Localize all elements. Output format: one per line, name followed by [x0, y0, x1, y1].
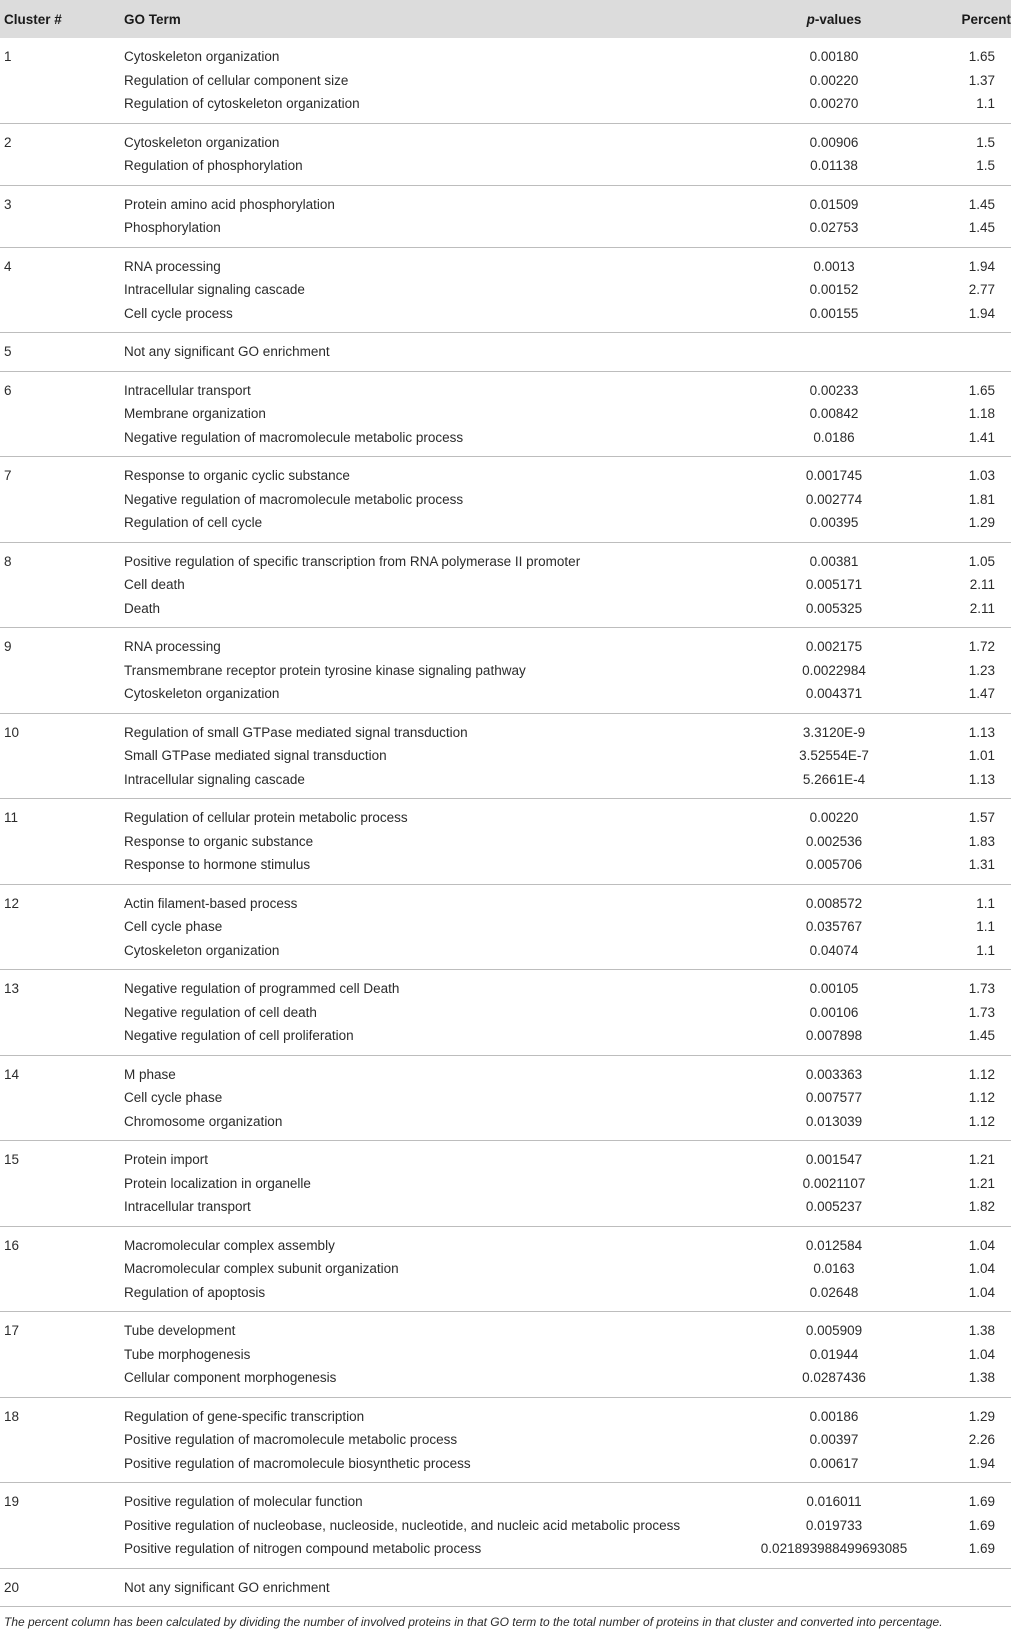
percent-cell: 1.04 [968, 1237, 995, 1253]
pvalue-cell: 0.005171 [805, 577, 863, 593]
cluster-group [0, 38, 1011, 123]
cluster-number-cell: 5 [4, 344, 12, 360]
cluster-number-cell [0, 915, 118, 939]
table-row [0, 799, 1011, 830]
pvalue-cell: 0.019733 [805, 1517, 863, 1533]
cluster-number-cell [0, 402, 118, 426]
percent-cell: 2.26 [968, 1432, 995, 1448]
go-term-cell: Protein localization in organelle [124, 1175, 311, 1191]
go-term-cell: Cell death [124, 577, 185, 593]
go-term-cell: Protein import [124, 1152, 209, 1168]
header-go-term: GO Term [118, 0, 744, 38]
percent-cell: 1.12 [968, 1113, 995, 1129]
pvalue-cell: 0.00220 [809, 810, 859, 826]
pvalue-cell: 0.01138 [810, 158, 858, 174]
percent-cell: 1.21 [968, 1152, 995, 1168]
percent-cell: 1.12 [968, 1090, 995, 1106]
cluster-group [0, 884, 1011, 970]
table-row [0, 185, 1011, 216]
pvalue-cell: 0.0013 [813, 258, 855, 274]
go-term-cell: Macromolecular complex assembly [124, 1237, 335, 1253]
cluster-number-cell [0, 1343, 118, 1367]
cluster-number-cell: 9 [4, 639, 12, 655]
cluster-number-cell [0, 216, 118, 247]
table-row [0, 744, 1011, 768]
percent-cell: 1.69 [968, 1541, 995, 1557]
table-row [0, 659, 1011, 683]
pvalue-cell: 0.005909 [805, 1323, 863, 1339]
percent-cell: 1.05 [968, 553, 995, 569]
table-row [0, 1397, 1011, 1428]
pvalue-cell: 3.3120E-9 [802, 724, 866, 740]
cluster-number-cell: 12 [4, 895, 20, 911]
cluster-group [0, 713, 1011, 799]
cluster-number-cell [0, 1366, 118, 1397]
table-row [0, 333, 1011, 372]
go-term-cell: Intracellular transport [124, 1199, 251, 1215]
cluster-group [0, 1055, 1011, 1141]
go-term-cell: Positive regulation of macromolecule biosynthetic process [124, 1455, 471, 1471]
percent-cell: 1.45 [968, 1028, 995, 1044]
table-row [0, 1281, 1011, 1312]
cluster-number-cell [0, 830, 118, 854]
percent-cell: 1.65 [968, 382, 995, 398]
go-term-cell: Positive regulation of specific transcription from RNA polymerase II promoter [124, 553, 581, 569]
table-row [0, 216, 1011, 247]
pvalue-cell: 0.002175 [805, 639, 863, 655]
pvalue-cell: 0.01944 [809, 1346, 859, 1362]
percent-cell: 1.65 [968, 49, 995, 65]
cluster-number-cell: 3 [4, 196, 12, 212]
percent-cell: 2.77 [968, 282, 995, 298]
percent-cell: 1.45 [968, 220, 995, 236]
table-row [0, 402, 1011, 426]
percent-cell: 1.45 [968, 196, 995, 212]
table-row [0, 682, 1011, 713]
table-row [0, 247, 1011, 278]
cluster-number-cell [0, 426, 118, 457]
percent-cell: 1.5 [976, 158, 995, 174]
percent-cell: 1.69 [968, 1517, 995, 1533]
pvalue-cell: 0.02753 [809, 220, 859, 236]
go-term-cell: Regulation of apoptosis [124, 1284, 266, 1300]
pvalue-cell: 0.001547 [805, 1152, 863, 1168]
pvalue-cell: 3.52554E-7 [799, 748, 869, 764]
percent-cell: 1.29 [968, 515, 995, 531]
cluster-number-cell [0, 302, 118, 333]
percent-cell: 1.01 [968, 748, 995, 764]
percent-cell: 1.94 [968, 305, 995, 321]
go-term-cell: Membrane organization [124, 406, 266, 422]
header-pvalues-suffix: -values [814, 11, 862, 27]
pvalue-cell: 0.0186 [813, 429, 855, 445]
go-term-cell: Positive regulation of nucleobase, nucleoside, nucleotide, and nucleic acid metabolic process [124, 1517, 681, 1533]
table-row [0, 597, 1011, 628]
cluster-group [0, 1483, 1011, 1569]
pvalue-cell: 0.005325 [805, 600, 863, 616]
pvalue-cell: 0.002774 [805, 491, 863, 507]
go-term-cell: Death [124, 600, 161, 616]
go-term-cell: M phase [124, 1066, 176, 1082]
pvalue-cell: 0.00180 [809, 49, 859, 65]
cluster-number-cell [0, 659, 118, 683]
percent-cell: 1.1 [976, 919, 995, 935]
cluster-number-cell: 14 [4, 1066, 20, 1082]
pvalue-cell: 0.001745 [805, 468, 863, 484]
cluster-number-cell: 8 [4, 553, 12, 569]
go-term-cell: Cytoskeleton organization [124, 134, 280, 150]
cluster-number-cell [0, 573, 118, 597]
go-term-cell: Regulation of phosphorylation [124, 158, 303, 174]
cluster-number-cell [0, 1195, 118, 1226]
header-percent: Percent [924, 0, 1011, 38]
go-term-cell: Response to organic cyclic substance [124, 468, 350, 484]
cluster-number-cell [0, 1428, 118, 1452]
percent-cell: 1.72 [968, 639, 995, 655]
go-term-cell: Response to organic substance [124, 833, 314, 849]
cluster-group [0, 333, 1011, 372]
go-term-cell: Positive regulation of macromolecule metabolic process [124, 1432, 458, 1448]
go-term-cell: Regulation of cytoskeleton organization [124, 96, 360, 112]
go-term-cell: RNA processing [124, 639, 221, 655]
cluster-number-cell: 17 [4, 1323, 20, 1339]
table-row [0, 1055, 1011, 1086]
table-row [0, 915, 1011, 939]
pvalue-cell: 0.0022984 [802, 662, 866, 678]
header-pvalues [744, 0, 924, 38]
cluster-number-cell: 11 [4, 810, 19, 826]
go-term-cell: Negative regulation of macromolecule metabolic process [124, 491, 464, 507]
pvalue-cell: 5.2661E-4 [802, 771, 866, 787]
cluster-number-cell [0, 1110, 118, 1141]
go-term-cell: Cellular component morphogenesis [124, 1370, 337, 1386]
table-row [0, 1172, 1011, 1196]
header-pvalues-p: p [806, 11, 815, 27]
percent-cell: 1.73 [968, 981, 995, 997]
go-term-cell: Regulation of cellular component size [124, 72, 349, 88]
go-term-cell: Cytoskeleton organization [124, 942, 280, 958]
percent-cell: 1.04 [968, 1261, 995, 1277]
percent-cell [924, 1568, 1011, 1607]
pvalue-cell: 0.00152 [809, 282, 859, 298]
percent-cell: 1.38 [968, 1323, 995, 1339]
table-row [0, 69, 1011, 93]
go-term-cell: Cytoskeleton organization [124, 686, 280, 702]
table-row [0, 1537, 1011, 1568]
cluster-number-cell [0, 511, 118, 542]
cluster-number-cell [0, 1514, 118, 1538]
cluster-number-cell: 13 [4, 981, 20, 997]
cluster-number-cell [0, 1172, 118, 1196]
table-row [0, 154, 1011, 185]
pvalue-cell: 0.02648 [809, 1284, 859, 1300]
percent-cell: 1.69 [968, 1494, 995, 1510]
table-footnote: The percent column has been calculated by dividing the number of involved proteins in that GO term to the total number of proteins in that cluster and converted into percentage. [4, 1615, 943, 1629]
cluster-number-cell [0, 154, 118, 185]
table-row [0, 628, 1011, 659]
cluster-number-cell: 6 [4, 382, 12, 398]
percent-cell: 1.31 [968, 857, 995, 873]
go-term-cell: Positive regulation of molecular function [124, 1494, 363, 1510]
go-term-cell: Actin filament-based process [124, 895, 298, 911]
cluster-group [0, 185, 1011, 247]
percent-cell: 1.04 [968, 1284, 995, 1300]
table-row [0, 511, 1011, 542]
cluster-number-cell: 15 [4, 1152, 20, 1168]
pvalue-cell: 0.003363 [805, 1066, 863, 1082]
pvalue-cell: 0.00395 [809, 515, 859, 531]
header-cluster: Cluster # [0, 0, 118, 38]
cluster-number-cell [0, 1001, 118, 1025]
cluster-number-cell [0, 853, 118, 884]
table-row [0, 1514, 1011, 1538]
percent-cell: 1.82 [968, 1199, 995, 1215]
cluster-group [0, 799, 1011, 885]
percent-cell: 1.03 [968, 468, 995, 484]
pvalue-cell: 0.00186 [809, 1408, 859, 1424]
cluster-group [0, 1397, 1011, 1483]
cluster-number-cell: 2 [4, 134, 12, 150]
table-row [0, 1110, 1011, 1141]
pvalue-cell: 0.0287436 [802, 1370, 866, 1386]
table-row [0, 488, 1011, 512]
percent-cell: 1.13 [968, 771, 995, 787]
percent-cell: 1.47 [968, 686, 995, 702]
cluster-number-cell [0, 1281, 118, 1312]
cluster-number-cell [0, 488, 118, 512]
cluster-number-cell [0, 682, 118, 713]
cluster-number-cell [0, 1537, 118, 1568]
pvalue-cell: 0.0163 [813, 1261, 855, 1277]
table-row [0, 768, 1011, 799]
table-row [0, 1452, 1011, 1483]
pvalue-cell: 0.016011 [806, 1494, 862, 1510]
table-row [0, 1001, 1011, 1025]
percent-cell: 1.04 [968, 1346, 995, 1362]
table-row [0, 884, 1011, 915]
pvalue-cell: 0.0021107 [802, 1175, 866, 1191]
cluster-group [0, 371, 1011, 457]
table-row [0, 713, 1011, 744]
go-term-cell: Not any significant GO enrichment [124, 344, 330, 360]
pvalue-cell: 0.008572 [805, 895, 863, 911]
pvalue-cell: 0.00270 [809, 96, 859, 112]
cluster-group [0, 542, 1011, 628]
go-term-cell: Negative regulation of programmed cell Death [124, 981, 400, 997]
cluster-number-cell: 4 [4, 258, 12, 274]
go-term-cell: Cytoskeleton organization [124, 49, 280, 65]
go-term-cell: Phosphorylation [124, 220, 221, 236]
pvalue-cell: 0.00906 [809, 134, 859, 150]
cluster-group [0, 457, 1011, 543]
go-term-cell: Tube development [124, 1323, 236, 1339]
cluster-group [0, 1568, 1011, 1607]
go-term-cell: Negative regulation of macromolecule metabolic process [124, 429, 464, 445]
cluster-number-cell: 16 [4, 1237, 20, 1253]
pvalue-cell: 0.007898 [805, 1028, 863, 1044]
pvalue-cell: 0.013039 [805, 1113, 863, 1129]
percent-cell: 1.81 [968, 491, 995, 507]
table-row [0, 426, 1011, 457]
table-row [0, 92, 1011, 123]
percent-cell: 1.57 [968, 810, 995, 826]
table-row [0, 38, 1011, 69]
go-term-cell: Not any significant GO enrichment [124, 1579, 330, 1595]
table-row [0, 853, 1011, 884]
go-term-cell: Regulation of cell cycle [124, 515, 263, 531]
table-row [0, 457, 1011, 488]
go-term-cell: Tube morphogenesis [124, 1346, 251, 1362]
cluster-group [0, 1226, 1011, 1312]
go-term-cell: Cell cycle process [124, 305, 233, 321]
percent-cell: 1.94 [968, 1455, 995, 1471]
table-row [0, 1568, 1011, 1607]
cluster-number-cell [0, 744, 118, 768]
table-row [0, 278, 1011, 302]
table-row [0, 123, 1011, 154]
go-term-cell: Intracellular signaling cascade [124, 282, 305, 298]
pvalue-cell [744, 1568, 924, 1607]
percent-cell: 1.21 [968, 1175, 995, 1191]
cluster-number-cell: 10 [4, 724, 20, 740]
go-term-cell: Chromosome organization [124, 1113, 283, 1129]
percent-cell: 1.1 [976, 96, 995, 112]
table-row [0, 1257, 1011, 1281]
percent-cell [924, 333, 1011, 372]
percent-cell: 1.41 [968, 429, 995, 445]
cluster-group [0, 1141, 1011, 1227]
pvalue-cell: 0.005237 [805, 1199, 863, 1215]
pvalue-cell: 0.01509 [809, 196, 859, 212]
percent-cell: 1.37 [968, 72, 995, 88]
header-row [0, 0, 1011, 38]
pvalue-cell [744, 333, 924, 372]
pvalue-cell: 0.002536 [805, 833, 863, 849]
cluster-number-cell [0, 1024, 118, 1055]
table-row [0, 302, 1011, 333]
pvalue-cell: 0.007577 [805, 1090, 863, 1106]
table-row [0, 1024, 1011, 1055]
pvalue-cell: 0.012584 [805, 1237, 863, 1253]
percent-cell: 1.1 [976, 942, 995, 958]
table-row [0, 970, 1011, 1001]
go-term-cell: Transmembrane receptor protein tyrosine kinase signaling pathway [124, 662, 526, 678]
cluster-number-cell [0, 939, 118, 970]
cluster-number-cell [0, 92, 118, 123]
pvalue-cell: 0.035767 [805, 919, 863, 935]
pvalue-cell: 0.00220 [809, 72, 859, 88]
go-term-cell: Cell cycle phase [124, 919, 223, 935]
pvalue-cell: 0.00155 [809, 305, 859, 321]
percent-cell: 1.38 [968, 1370, 995, 1386]
table-row [0, 1483, 1011, 1514]
percent-cell: 1.13 [968, 724, 995, 740]
go-term-cell: Small GTPase mediated signal transduction [124, 748, 387, 764]
percent-cell: 2.11 [969, 600, 995, 616]
cluster-number-cell: 18 [4, 1408, 20, 1424]
pvalue-cell: 0.00233 [809, 382, 859, 398]
go-term-cell: Macromolecular complex subunit organization [124, 1261, 399, 1277]
percent-cell: 1.1 [976, 895, 995, 911]
table-row [0, 1343, 1011, 1367]
pvalue-cell: 0.00842 [809, 406, 859, 422]
pvalue-cell: 0.00617 [809, 1455, 859, 1471]
percent-cell: 1.94 [968, 258, 995, 274]
pvalue-cell: 0.00381 [809, 553, 859, 569]
cluster-group [0, 970, 1011, 1056]
percent-cell: 1.73 [968, 1004, 995, 1020]
cluster-number-cell [0, 1452, 118, 1483]
table-header [0, 0, 1011, 38]
go-term-cell: Intracellular transport [124, 382, 251, 398]
percent-cell: 1.5 [976, 134, 995, 150]
cluster-number-cell [0, 69, 118, 93]
cluster-group [0, 628, 1011, 714]
cluster-group [0, 123, 1011, 185]
pvalue-cell: 0.00106 [809, 1004, 859, 1020]
table-row [0, 939, 1011, 970]
cluster-number-cell [0, 768, 118, 799]
go-term-cell: Intracellular signaling cascade [124, 771, 305, 787]
go-term-cell: Response to hormone stimulus [124, 857, 311, 873]
cluster-number-cell: 1 [4, 49, 12, 65]
cluster-number-cell: 19 [4, 1494, 20, 1510]
pvalue-cell: 0.021893988499693085 [760, 1541, 908, 1557]
pvalue-cell: 0.00397 [809, 1432, 859, 1448]
percent-cell: 1.12 [968, 1066, 995, 1082]
percent-cell: 1.83 [968, 833, 995, 849]
go-term-cell: Regulation of cellular protein metabolic process [124, 810, 408, 826]
cluster-group [0, 1312, 1011, 1398]
percent-cell: 1.29 [968, 1408, 995, 1424]
table-row [0, 371, 1011, 402]
percent-cell: 1.18 [968, 406, 995, 422]
cluster-number-cell: 7 [4, 468, 12, 484]
go-term-cell: Positive regulation of nitrogen compound metabolic process [124, 1541, 482, 1557]
percent-cell: 2.11 [969, 577, 995, 593]
go-term-cell: RNA processing [124, 258, 221, 274]
table-row [0, 573, 1011, 597]
cluster-number-cell: 20 [4, 1579, 20, 1595]
go-term-cell: Protein amino acid phosphorylation [124, 196, 335, 212]
table-row [0, 1195, 1011, 1226]
cluster-number-cell [0, 1257, 118, 1281]
table-row [0, 1366, 1011, 1397]
cluster-group [0, 247, 1011, 333]
table-row [0, 542, 1011, 573]
table-row [0, 1428, 1011, 1452]
percent-cell: 1.23 [968, 662, 995, 678]
table-row [0, 830, 1011, 854]
go-term-cell: Regulation of small GTPase mediated signal transduction [124, 724, 468, 740]
table-row [0, 1312, 1011, 1343]
go-term-cell: Cell cycle phase [124, 1090, 223, 1106]
go-term-cell: Negative regulation of cell death [124, 1004, 317, 1020]
cluster-number-cell [0, 597, 118, 628]
go-term-cell: Regulation of gene-specific transcription [124, 1408, 365, 1424]
table-row [0, 1086, 1011, 1110]
table-row [0, 1226, 1011, 1257]
pvalue-cell: 0.005706 [805, 857, 863, 873]
table-row [0, 1141, 1011, 1172]
pvalue-cell: 0.00105 [809, 981, 859, 997]
go-term-cell: Negative regulation of cell proliferation [124, 1028, 354, 1044]
cluster-number-cell [0, 278, 118, 302]
pvalue-cell: 0.04074 [809, 942, 859, 958]
pvalue-cell: 0.004371 [805, 686, 863, 702]
cluster-number-cell [0, 1086, 118, 1110]
